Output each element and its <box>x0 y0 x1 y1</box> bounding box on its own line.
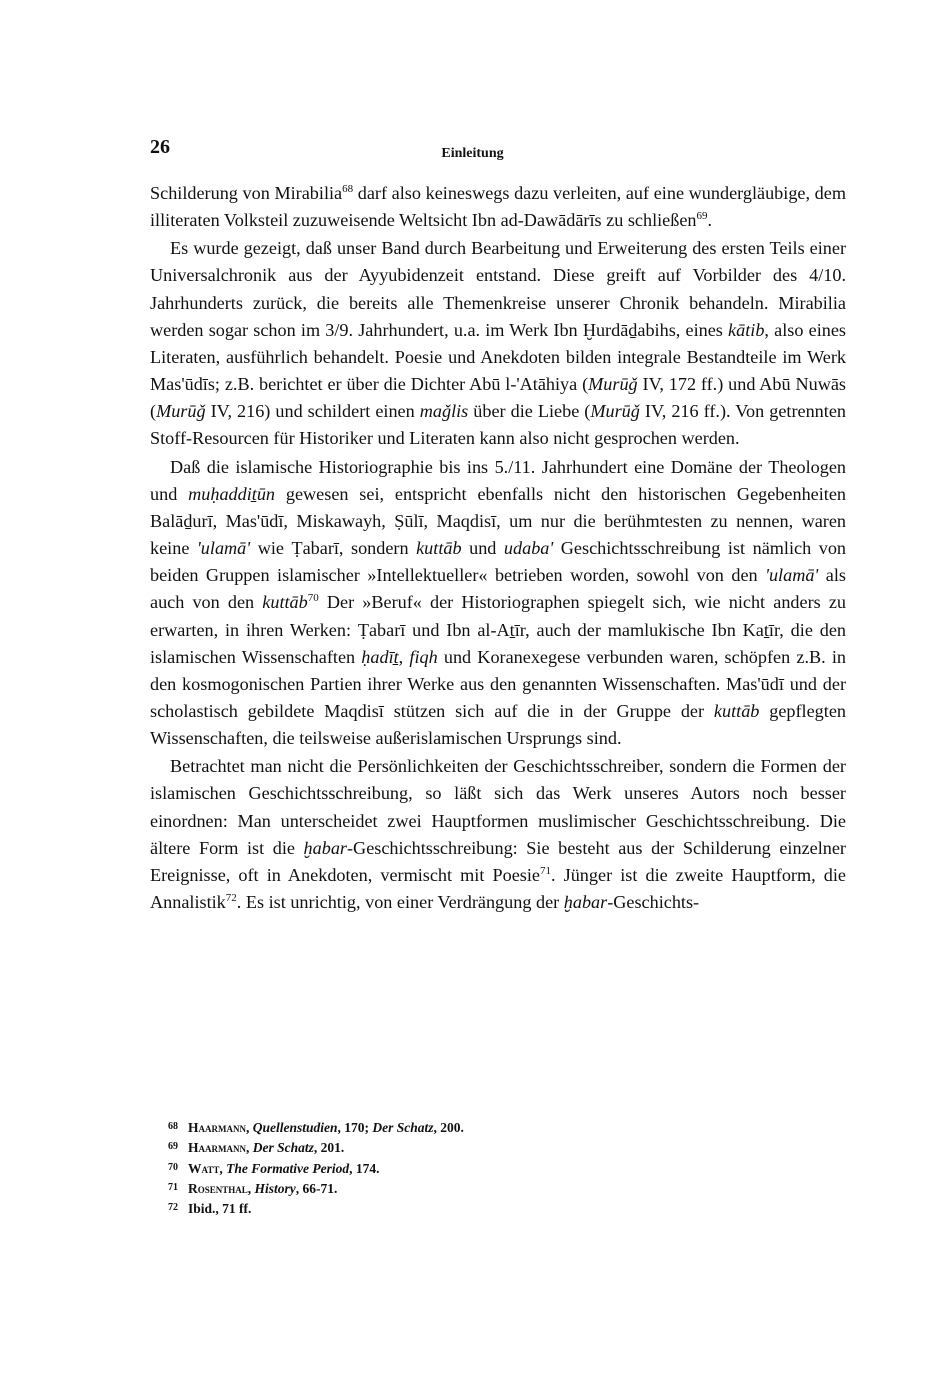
text-run: , <box>398 646 410 667</box>
author-name: Rosenthal <box>188 1180 248 1196</box>
text-run: IV, 172 ff.) und Abū Nuwās ( <box>150 374 846 422</box>
note-ref: 69 <box>696 210 708 223</box>
italic-term: udaba' <box>503 538 554 559</box>
footnote <box>168 1198 768 1218</box>
footnote-text <box>188 1140 344 1155</box>
text-run: , 174. <box>349 1160 380 1176</box>
italic-term: kuttāb <box>713 700 760 721</box>
text-run: Ibid., 71 ff. <box>188 1201 252 1217</box>
italic-term: Quellenstudien <box>252 1120 338 1135</box>
italic-term: ḥadīṯ <box>361 646 399 667</box>
text-run: , <box>247 1180 255 1196</box>
footnote <box>168 1137 768 1157</box>
note-ref: 72 <box>225 892 237 905</box>
text-run: gepflegten Wissenschaften, die teilsweise außerislamischen Ursprungs sind. <box>150 700 846 749</box>
italic-term: Murūǧ <box>588 374 638 395</box>
italic-term: fiqh <box>409 646 438 667</box>
footnotes <box>168 1117 768 1218</box>
paragraph <box>150 753 846 916</box>
text-run: , 170; <box>337 1120 373 1135</box>
running-head: Einleitung <box>441 146 504 161</box>
body-text <box>150 180 846 916</box>
text-run: -Geschichts- <box>607 892 700 913</box>
footnote-mark: 71 <box>168 1181 178 1193</box>
italic-term: kuttāb <box>416 538 462 559</box>
paragraph <box>150 180 846 234</box>
page-number: 26 <box>150 136 170 158</box>
note-ref: 68 <box>342 183 354 195</box>
text-run: . Es ist unrichtig, von einer Verdrängung der <box>236 892 564 913</box>
italic-term: muḥaddiṯūn <box>188 483 276 504</box>
footnote <box>168 1158 768 1178</box>
italic-term: 'ulamā' <box>196 538 251 559</box>
author-name: Haarmann <box>188 1140 246 1156</box>
footnote-text <box>188 1201 251 1216</box>
italic-term: Murūǧ <box>590 401 640 422</box>
italic-term: The Formative Period <box>226 1160 350 1176</box>
text-run: . Jünger ist die zweite Hauptform, die Annalistik <box>150 864 846 913</box>
text-run: als auch von den <box>150 565 846 613</box>
italic-term: ḫabar <box>563 892 608 913</box>
italic-term: Der Schatz <box>252 1140 314 1156</box>
italic-term: History <box>254 1180 296 1196</box>
footnote-mark: 68 <box>168 1121 178 1132</box>
text-run: darf also keineswegs dazu verleiten, auf eine wundergläubige, dem illiteraten Volksteil zuzuweisende Weltsicht Ibn ad-Dawādārīs zu schließen <box>150 183 846 231</box>
footnote-mark: 70 <box>168 1161 178 1173</box>
text-run: , 200. <box>433 1120 464 1135</box>
footnote-mark: 69 <box>168 1141 178 1153</box>
paragraph <box>150 235 846 452</box>
text-run: Der »Beruf« der Historiographen spiegelt sich, wie nicht anders zu erwarten, in ihren Werken: Ṭabarī und Ibn al-Aṯīr, auch der mamlukische Ibn Kaṯīr, die den islamischen Wissenschaften <box>150 592 847 667</box>
italic-term: maǧlis <box>419 401 469 422</box>
text-run: wie Ṭabarī, sondern <box>250 538 417 559</box>
italic-term: Der Schatz <box>372 1120 434 1135</box>
footnote <box>168 1117 768 1137</box>
author-name: Haarmann <box>188 1120 246 1135</box>
text-run: Betrachtet man nicht die Persönlichkeiten der Geschichtsschreiber, sondern die Formen der islamischen Geschichtsschreibung, so läßt sich das Werk unseres Autors noch besser einordnen: Man unterscheidet zwei Hauptformen muslimischer Geschichtsschreibung. Die ältere Form ist die <box>150 756 846 858</box>
italic-term: kuttāb <box>262 592 308 613</box>
paragraph <box>150 454 846 753</box>
italic-term: kātib <box>728 319 765 340</box>
italic-term: 'ulamā' <box>765 565 819 586</box>
text-run: . <box>707 210 713 231</box>
note-ref: 71 <box>540 864 551 877</box>
text-run: , <box>246 1140 253 1156</box>
italic-term: ḫabar <box>303 837 347 858</box>
text-run: und Koranexegese verbunden waren, schöpfen z.B. in den kosmogonischen Partien ihrer Werke aus den genannten Wissenschaften. Mas'ūdī und der scholastisch gebildete Maqdisī stützen sich auf die in der Gruppe der <box>150 646 846 721</box>
author-name: Watt <box>188 1160 220 1176</box>
text-run: , <box>219 1160 227 1176</box>
text-run: -Geschichtsschreibung: Sie besteht aus der Schilderung einzelner Ereignisse, oft in Anekdoten, vermischt mit Poesie <box>150 837 846 885</box>
footnote <box>168 1178 768 1198</box>
italic-term: Murūǧ <box>156 401 206 422</box>
text-run: , also eines Literaten, ausführlich behandelt. Poesie und Anekdoten bilden integrale Bestandteile im Werk Mas'ūdīs; z.B. berichtet er über die Dichter Abū l-'Atāhiya ( <box>150 319 846 395</box>
text-run: über die Liebe ( <box>468 401 591 422</box>
footnote-mark: 72 <box>168 1202 178 1214</box>
text-run: , <box>246 1120 253 1135</box>
text-run: Daß die islamische Historiographie bis ins 5./11. Jahrhundert eine Domäne der Theologen und <box>150 456 846 504</box>
footnote-text <box>188 1161 379 1176</box>
text-run: IV, 216) und schildert einen <box>205 401 420 422</box>
text-run: Geschichtsschreibung ist nämlich von beiden Gruppen islamischer »Intellektueller« betrieben worden, sowohl von den <box>150 538 847 586</box>
text-run: , 201. <box>313 1140 345 1156</box>
text-run: und <box>461 538 504 559</box>
text-run: , 66-71. <box>295 1180 338 1196</box>
text-run: Es wurde gezeigt, daß unser Band durch Bearbeitung und Erweiterung des ersten Teils einer Universalchronik aus der Ayyubidenzeit entstand. Diese greift auf Vorbilder des 4/10. Jahrhunderts zurück, die bereits alle Themenkreise unserer Chronik behandeln. Mirabilia werden sogar schon im 3/9. Jahrhundert, u.a. im Werk Ibn Ḫurdāḏabihs, eines <box>150 238 846 340</box>
text-run: IV, 216 ff.). Von getrennten Stoff-Resourcen für Historiker und Literaten kann also nicht gesprochen werden. <box>150 401 846 449</box>
text-run: gewesen sei, entspricht ebenfalls nicht den historischen Gegebenheiten Balāḏurī, Mas'ūdī, Miskawayh, Ṣūlī, Maqdisī, um nur die berühmtesten zu nennen, waren keine <box>150 483 847 559</box>
note-ref: 70 <box>307 592 319 605</box>
footnote-text <box>188 1120 464 1135</box>
text-run: Schilderung von Mirabilia <box>150 183 343 203</box>
footnote-text <box>188 1181 337 1196</box>
